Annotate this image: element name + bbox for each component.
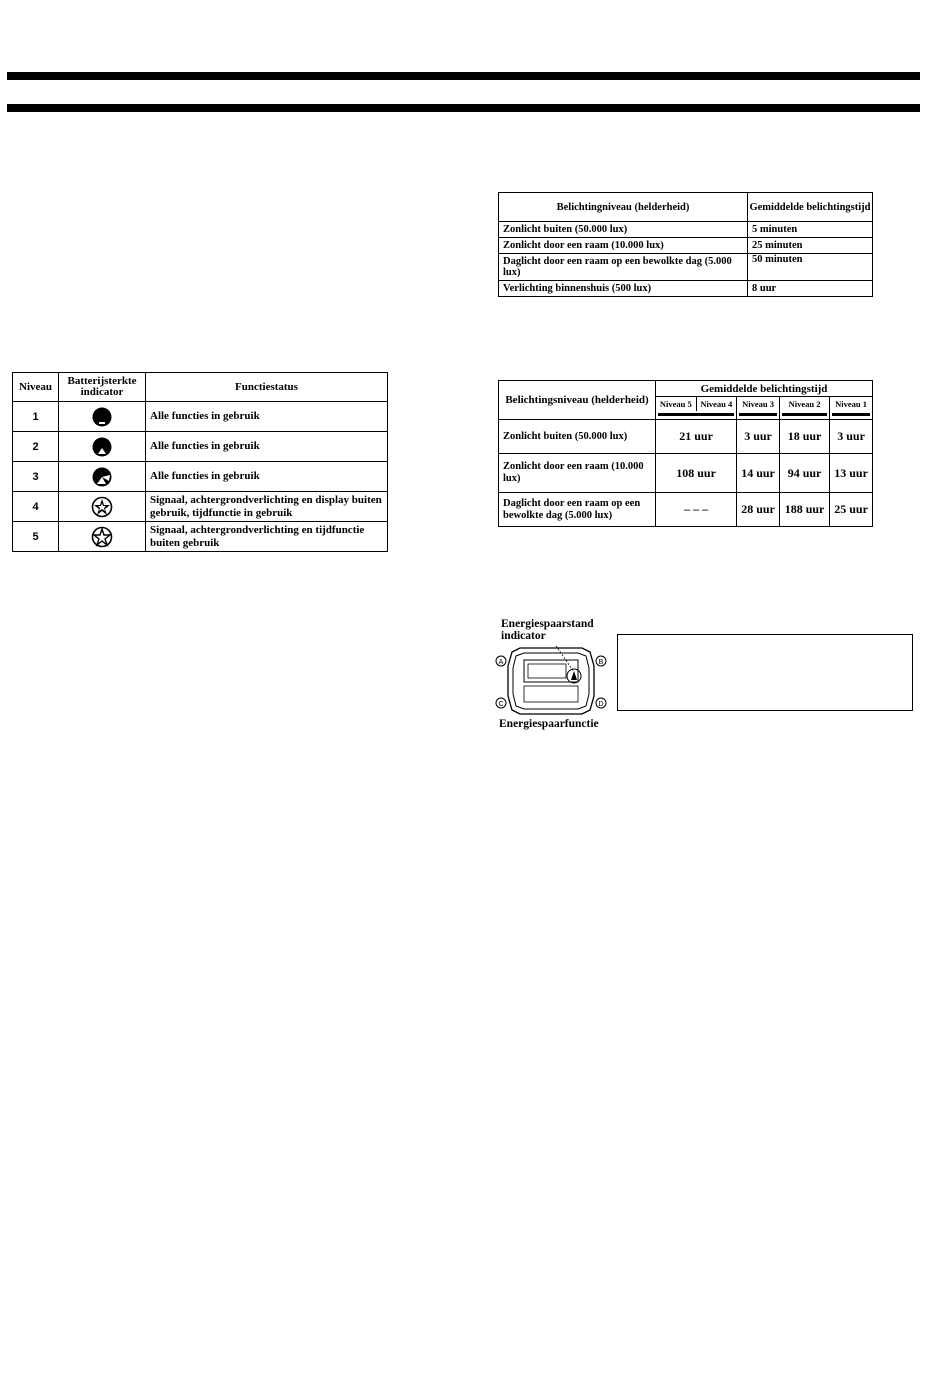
- time-cell: 3 uur: [830, 420, 873, 454]
- level-cell: 2: [13, 432, 59, 462]
- recovery-time-table: [498, 380, 873, 527]
- button-b: [596, 656, 606, 666]
- status-cell: Signaal, achtergrondverlichting en tijdfunctie buiten gebruik: [146, 522, 388, 552]
- table-row: [499, 238, 873, 254]
- table-row: [499, 493, 873, 527]
- battery-level-5-icon: [59, 522, 146, 552]
- exposure-time-table: [498, 192, 873, 297]
- button-a: [496, 656, 506, 666]
- level-arrow: [830, 411, 873, 420]
- battery-level-2-icon: [59, 432, 146, 462]
- condition-cell: Zonlicht buiten (50.000 lux): [499, 222, 748, 238]
- time-cell: 3 uur: [737, 420, 780, 454]
- time-cell: 28 uur: [737, 493, 780, 527]
- level-cell: 1: [13, 402, 59, 432]
- top-rule: [7, 72, 920, 80]
- table-header-row: [499, 193, 873, 222]
- table-row: [499, 454, 873, 493]
- table-row: [13, 522, 388, 552]
- condition-cell: Zonlicht buiten (50.000 lux): [499, 420, 656, 454]
- table-row: [499, 281, 873, 297]
- sublevel-3-header: Niveau 3: [737, 397, 780, 412]
- svg-text:D: D: [598, 701, 604, 708]
- time-cell: 13 uur: [830, 454, 873, 493]
- svg-text:C: C: [498, 701, 504, 708]
- battery-level-1-icon: [59, 402, 146, 432]
- table-row: [499, 254, 873, 281]
- condition-cell: Daglicht door een raam op een bewolkte dag (5.000 lux): [499, 254, 748, 281]
- time-cell: 94 uur: [779, 454, 829, 493]
- level-cell: 3: [13, 462, 59, 492]
- time-cell: 25 minuten: [748, 238, 873, 254]
- status-header: Functiestatus: [146, 373, 388, 402]
- time-cell: 108 uur: [656, 454, 737, 493]
- button-c: [496, 698, 506, 708]
- level-cell: 4: [13, 492, 59, 522]
- time-cell: 21 uur: [656, 420, 737, 454]
- svg-text:A: A: [498, 659, 504, 666]
- table-row: [13, 492, 388, 522]
- power-saving-function-label: Energiespaarfunctie: [499, 718, 599, 730]
- table-row: [13, 462, 388, 492]
- status-cell: Signaal, achtergrondverlichting en display buiten gebruik, tijdfunctie in gebruik: [146, 492, 388, 522]
- header-rule: [7, 104, 920, 112]
- svg-text:B: B: [598, 659, 604, 666]
- watch-figure: [494, 616, 614, 734]
- sublevel-4-header: Niveau 4: [696, 397, 737, 412]
- condition-cell: Verlichting binnenshuis (500 lux): [499, 281, 748, 297]
- status-cell: Alle functies in gebruik: [146, 462, 388, 492]
- exposure-time-header: Gemiddelde belichtingstijd: [748, 193, 873, 222]
- note-box: [617, 634, 913, 711]
- level-header: Niveau: [13, 373, 59, 402]
- time-cell: 5 minuten: [748, 222, 873, 238]
- sublevel-1-header: Niveau 1: [830, 397, 873, 412]
- table-row: [13, 402, 388, 432]
- time-cell: 25 uur: [830, 493, 873, 527]
- time-cell: 14 uur: [737, 454, 780, 493]
- time-cell: 18 uur: [779, 420, 829, 454]
- table-row: [13, 432, 388, 462]
- table-header-row: [499, 381, 873, 397]
- table-row: [499, 222, 873, 238]
- watch-icon: [494, 646, 608, 716]
- table-header-row: [13, 373, 388, 402]
- condition-cell: Zonlicht door een raam (10.000 lux): [499, 454, 656, 493]
- condition-cell: Zonlicht door een raam (10.000 lux): [499, 238, 748, 254]
- battery-level-table: [12, 372, 388, 552]
- indicator-header: Batterijsterkte indicator: [59, 373, 146, 402]
- level-arrow: [737, 411, 780, 420]
- battery-level-3-icon: [59, 462, 146, 492]
- exposure-level-header: Belichtingsniveau (helderheid): [499, 381, 656, 420]
- time-cell: 50 minuten: [748, 254, 873, 281]
- status-cell: Alle functies in gebruik: [146, 432, 388, 462]
- exposure-level-header: Belichtingniveau (helderheid): [499, 193, 748, 222]
- time-cell: – – –: [656, 493, 737, 527]
- battery-level-4-icon: [59, 492, 146, 522]
- time-cell: 188 uur: [779, 493, 829, 527]
- level-arrow: [779, 411, 829, 420]
- button-d: [596, 698, 606, 708]
- time-cell: 8 uur: [748, 281, 873, 297]
- condition-cell: Daglicht door een raam op een bewolkte dag (5.000 lux): [499, 493, 656, 527]
- power-saving-indicator-label: Energiespaarstand indicator: [501, 618, 594, 642]
- sublevel-2-header: Niveau 2: [779, 397, 829, 412]
- level-cell: 5: [13, 522, 59, 552]
- exposure-time-header: Gemiddelde belichtingstijd: [656, 381, 873, 397]
- sublevel-5-header: Niveau 5: [656, 397, 697, 412]
- status-cell: Alle functies in gebruik: [146, 402, 388, 432]
- level-arrow: [656, 411, 737, 420]
- table-row: [499, 420, 873, 454]
